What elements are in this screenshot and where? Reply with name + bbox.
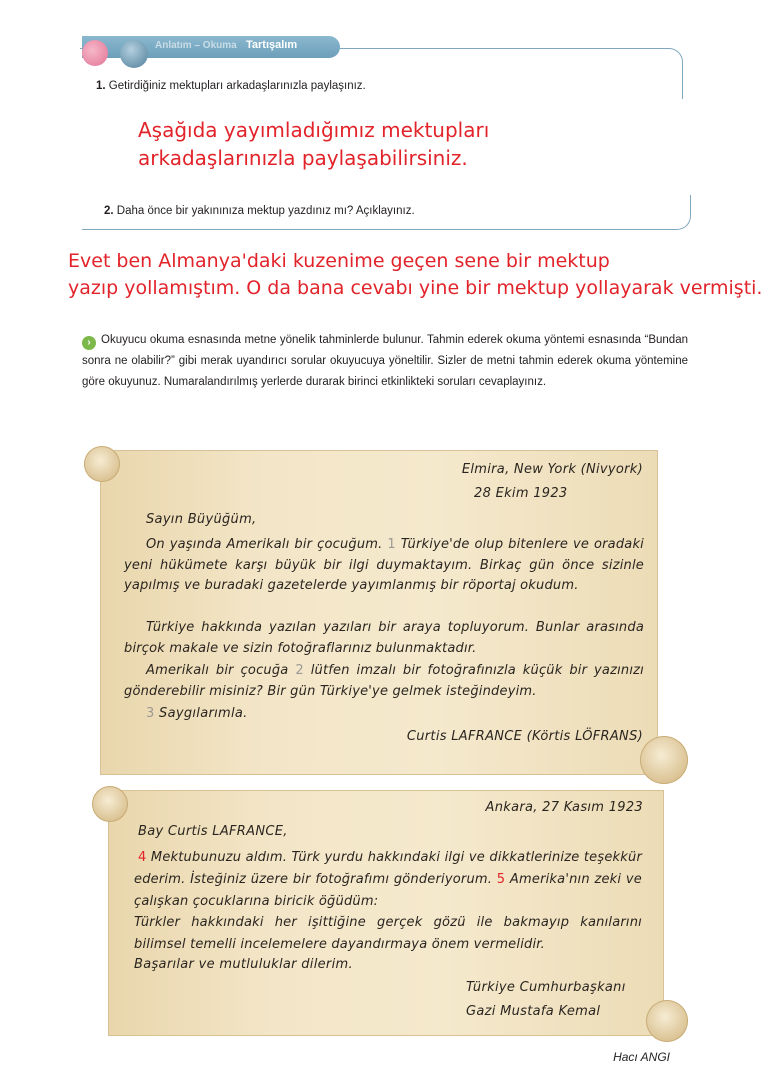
letter-1-paragraph-2: Türkiye hakkında yazılan yazıları bir araya topluyorum. Bunlar arasında birçok makale ve sizin fotoğraflarınız bulunmaktadır. — [124, 620, 644, 656]
letter-2-signature-name: Gazi Mustafa Kemal — [466, 1004, 601, 1019]
letter-1-scroll — [100, 450, 658, 775]
question-1 — [96, 80, 366, 92]
question-2 — [104, 205, 415, 217]
marker-3: 3 — [146, 706, 155, 721]
chevron-right-icon: › — [82, 336, 96, 350]
marker-4: 4 — [138, 850, 147, 865]
letter-2-paragraph-1: 4 Mektubunuzu aldım. Türk yurdu hakkındaki ilgi ve dikkatlerinize teşekkür ederim. İsteğiniz üzere bir fotoğrafımı gönderiyorum. 5 Amerika'nın zeki ve çalışkan çocuklarına biricik öğüdüm: — [134, 850, 642, 909]
question-1-text: Getirdiğiniz mektupları arkadaşlarınızla paylaşınız. — [108, 80, 366, 92]
section-title: Tartışalım — [246, 39, 298, 51]
section-faded-label: Anlatım – Okuma — [155, 40, 237, 51]
letter-1-signature: Curtis LAFRANCE (Körtis LÖFRANS) — [406, 729, 643, 744]
footer-author: Hacı ANGI — [613, 1050, 670, 1064]
letter-2-signature-title: Türkiye Cumhurbaşkanı — [466, 980, 626, 995]
answer-2-line-2: yazıp yollamıştım. O da bana cevabı yine bir mektup yollayarak vermişti. — [68, 277, 763, 299]
letter-1-place: Elmira, New York (Nivyork) — [461, 462, 643, 477]
question-2-text: Daha önce bir yakınınıza mektup yazdınız mı? Açıklayınız. — [116, 205, 415, 217]
letter-1-salutation: Sayın Büyüğüm, — [146, 512, 257, 527]
question-1-number: 1. — [96, 80, 106, 92]
letter-1-closing: 3 Saygılarımla. — [146, 706, 248, 721]
letter-1-paragraph-1: On yaşında Amerikalı bir çocuğum. 1 Türkiye'de olup bitenlere ve oradaki yeni hükümete karşı büyük bir ilgi duymaktayım. Birkaç gün önce sizinle yapılmış ve buradaki gazetelerde yayımlanmış bir röportaj okudum. — [124, 537, 644, 593]
scroll-1-top-curl — [84, 446, 120, 482]
scroll-2-top-curl — [92, 786, 128, 822]
marker-2: 2 — [295, 663, 304, 678]
letter-2-place-date: Ankara, 27 Kasım 1923 — [485, 800, 643, 815]
blue-dot-icon — [120, 40, 148, 68]
letter-2-paragraph-3: Başarılar ve mutluluklar dilerim. — [134, 957, 353, 972]
question-2-number: 2. — [104, 205, 114, 217]
answer-2-line-1: Evet ben Almanya'daki kuzenime geçen sene bir mektup — [68, 250, 610, 272]
instruction-paragraph — [82, 330, 688, 392]
letter-1-date: 28 Ekim 1923 — [474, 486, 568, 501]
pink-dot-icon — [82, 40, 108, 66]
marker-1: 1 — [387, 537, 396, 552]
letter-1-paragraph-3: Amerikalı bir çocuğa 2 lütfen imzalı bir fotoğrafınızla küçük bir yazınızı gönderebilir misiniz? Bir gün Türkiye'ye gelmek isteğindeyim. — [124, 663, 644, 699]
letter-2-salutation: Bay Curtis LAFRANCE, — [138, 824, 288, 839]
marker-5: 5 — [496, 872, 506, 887]
scroll-2-bottom-curl — [646, 1000, 688, 1042]
letter-2-paragraph-2: Türkler hakkındaki her işittiğine gerçek gözü ile bakmayıp kanılarını bilimsel temelli incelemelere dayandırmaya önem vermelidir. — [134, 915, 642, 952]
answer-1-line-1: Aşağıda yayımladığımız mektupları — [138, 118, 490, 142]
answer-1-line-2: arkadaşlarınızla paylaşabilirsiniz. — [138, 146, 468, 170]
instruction-text: Okuyucu okuma esnasında metne yönelik tahminlerde bulunur. Tahmin ederek okuma yöntemi esnasında “Bundan sonra ne olabilir?” gibi merak uyandırıcı sorular okuyucuya yöneltilir. Sizler de metni tahmin ederek okuma yöntemine göre okuyunuz. Numaralandırılmış yerlerde durarak birinci etkinlikteki soruları cevaplayınız. — [82, 334, 688, 388]
scroll-1-bottom-curl — [640, 736, 688, 784]
